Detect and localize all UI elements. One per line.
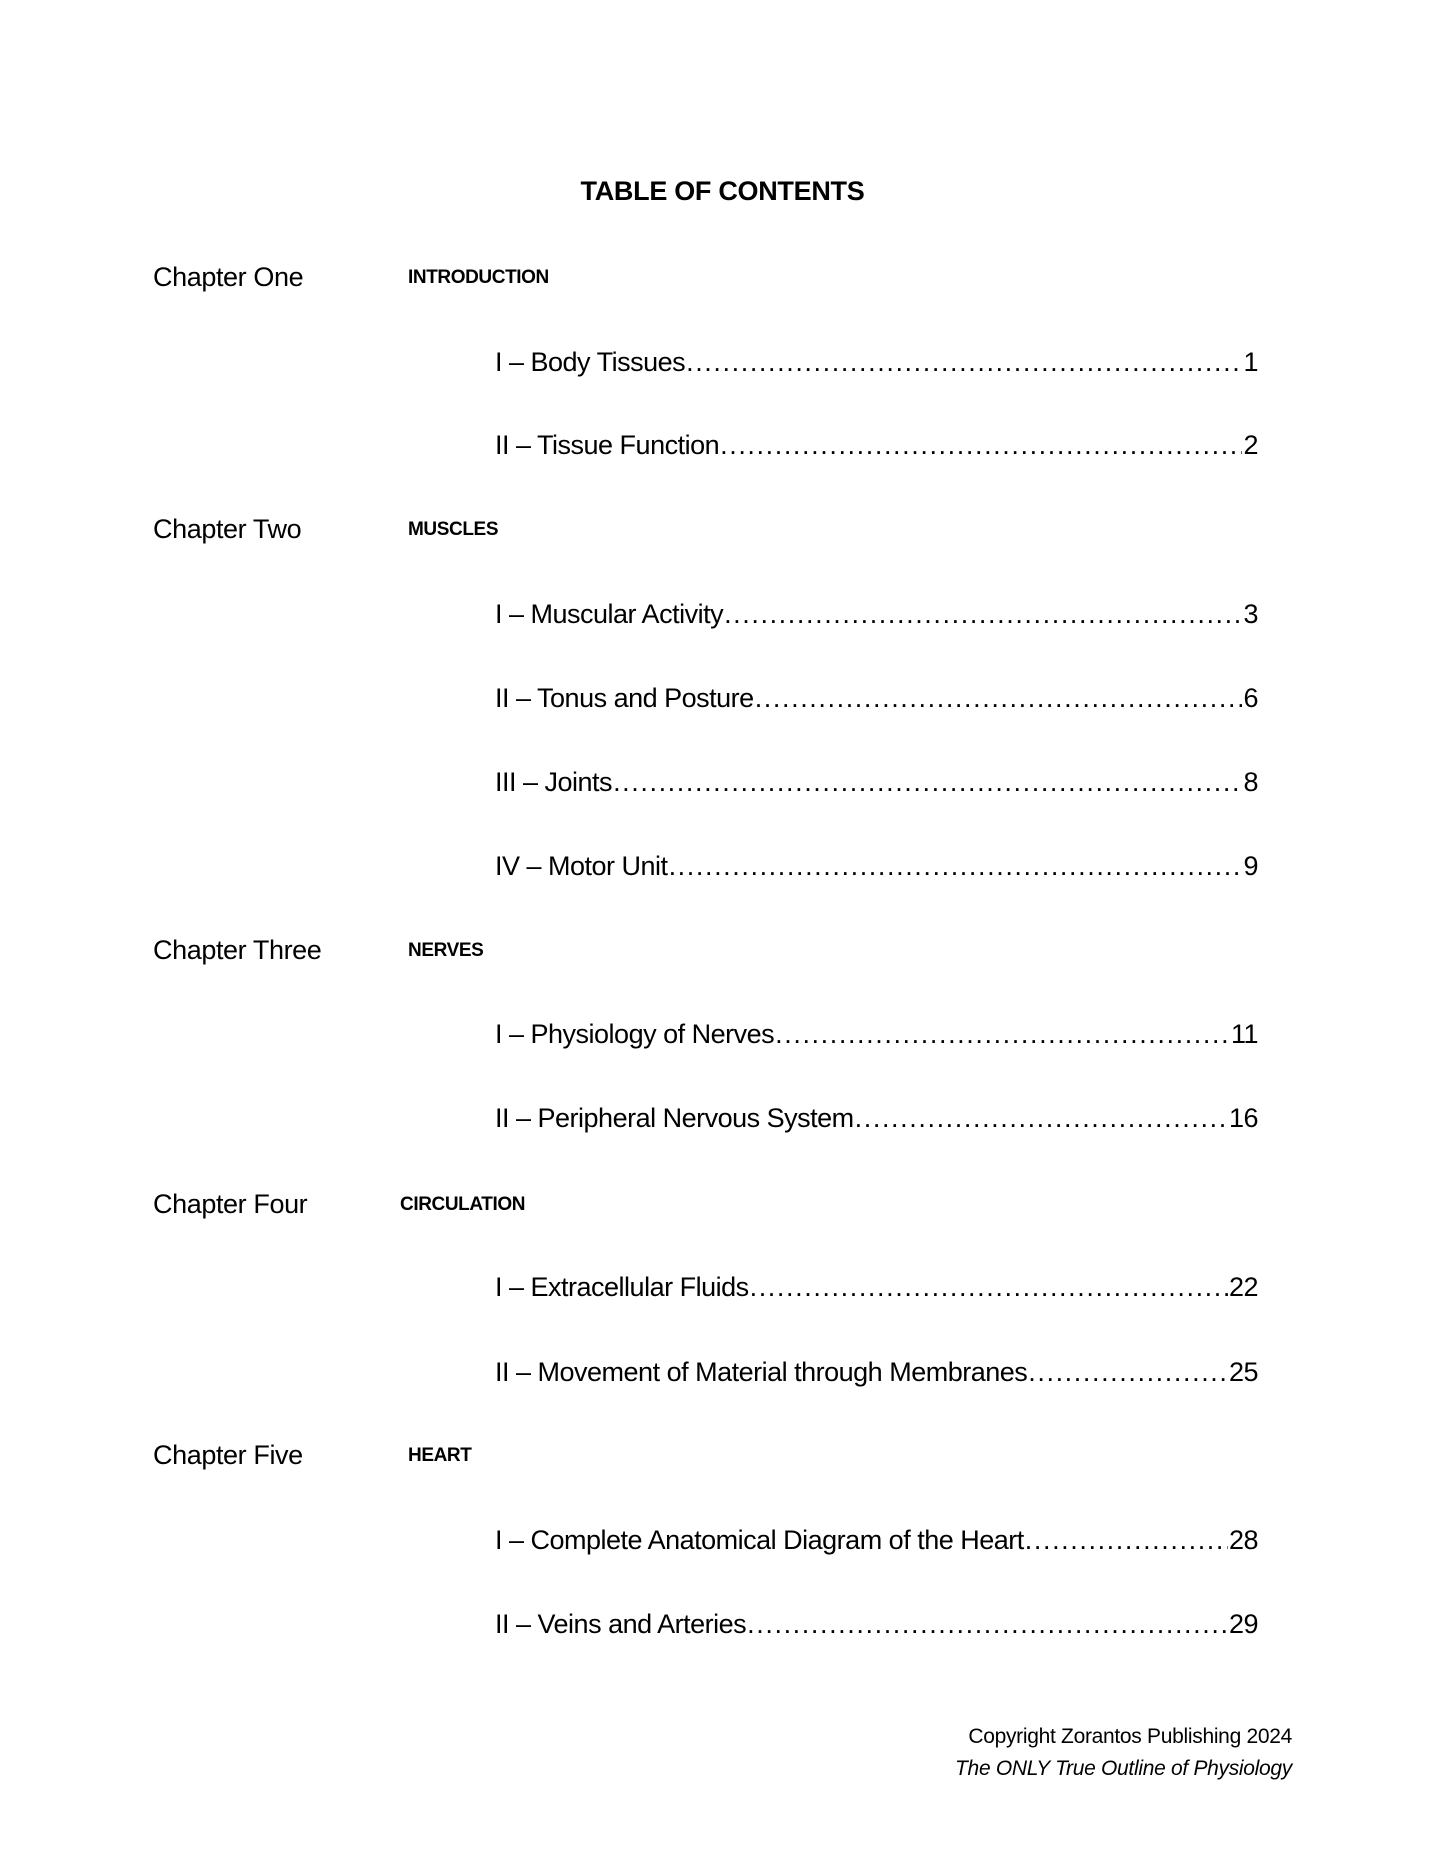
toc-entry-page: 1 (1243, 347, 1258, 377)
toc-entry[interactable] (495, 1017, 1258, 1051)
toc-entry-page: 9 (1243, 851, 1258, 881)
toc-entry-page: 29 (1228, 1609, 1258, 1639)
footer (955, 1721, 1292, 1785)
toc-entry-page: 3 (1243, 599, 1258, 629)
page-title: TABLE OF CONTENTS (580, 176, 865, 206)
toc-entry-page: 11 (1230, 1019, 1258, 1049)
toc-entry[interactable] (495, 1523, 1258, 1557)
toc-entry-page: 16 (1228, 1103, 1258, 1133)
toc-entry-title: IV – Motor Unit (495, 851, 668, 881)
toc-entry-title: I – Muscular Activity (495, 599, 724, 629)
toc-entry-page: 22 (1228, 1272, 1258, 1302)
toc-entry-title: II – Peripheral Nervous System (495, 1103, 854, 1133)
copyright-notice: Copyright Zorantos Publishing 2024 (968, 1725, 1292, 1748)
toc-entry-page: 2 (1243, 430, 1258, 460)
toc-entry[interactable] (495, 428, 1258, 462)
toc-entry-page: 8 (1243, 767, 1258, 797)
dot-leader (724, 597, 1242, 631)
chapter-heading: MUSCLES (408, 519, 499, 540)
chapter-heading: CIRCULATION (400, 1194, 526, 1215)
toc-entry-page: 28 (1228, 1525, 1258, 1555)
toc-entry[interactable] (495, 849, 1258, 883)
toc-entry[interactable] (495, 1101, 1258, 1135)
dot-leader (613, 765, 1242, 799)
toc-entry[interactable] (495, 1607, 1258, 1641)
dot-leader (686, 345, 1242, 379)
toc-entry-title: I – Physiology of Nerves (495, 1019, 775, 1049)
chapter-heading: HEART (408, 1445, 472, 1466)
chapter-label: Chapter Four (153, 1189, 308, 1219)
toc-entry[interactable] (495, 681, 1258, 715)
dot-leader (720, 428, 1242, 462)
chapter-heading: INTRODUCTION (408, 267, 549, 288)
dot-leader (747, 1607, 1228, 1641)
dot-leader (1025, 1523, 1228, 1557)
book-tagline: The ONLY True Outline of Physiology (955, 1757, 1292, 1780)
toc-entry-title: I – Complete Anatomical Diagram of the Heart (495, 1525, 1024, 1555)
toc-entry[interactable] (495, 1270, 1258, 1304)
dot-leader (855, 1101, 1228, 1135)
toc-entry[interactable] (495, 345, 1258, 379)
toc-entry-title: I – Body Tissues (495, 347, 686, 377)
toc-entry-page: 6 (1243, 683, 1258, 713)
toc-entry-title: II – Tonus and Posture (495, 683, 754, 713)
dot-leader (755, 681, 1243, 715)
chapter-label: Chapter Two (153, 514, 302, 544)
toc-entry[interactable] (495, 765, 1258, 799)
toc-entry-page: 25 (1228, 1357, 1258, 1387)
toc-entry-title: II – Tissue Function (495, 430, 720, 460)
toc-entry-title: II – Veins and Arteries (495, 1609, 747, 1639)
chapter-label: Chapter Five (153, 1440, 303, 1470)
dot-leader (1028, 1355, 1228, 1389)
dot-leader (750, 1270, 1228, 1304)
chapter-label: Chapter One (153, 262, 304, 292)
dot-leader (775, 1017, 1230, 1051)
chapter-label: Chapter Three (153, 935, 322, 965)
toc-entry-title: III – Joints (495, 767, 613, 797)
toc-entry-title: I – Extracellular Fluids (495, 1272, 749, 1302)
toc-entry[interactable] (495, 597, 1258, 631)
chapter-heading: NERVES (408, 940, 484, 961)
toc-entry[interactable] (495, 1355, 1258, 1389)
toc-entry-title: II – Movement of Material through Membranes (495, 1357, 1028, 1387)
dot-leader (669, 849, 1243, 883)
